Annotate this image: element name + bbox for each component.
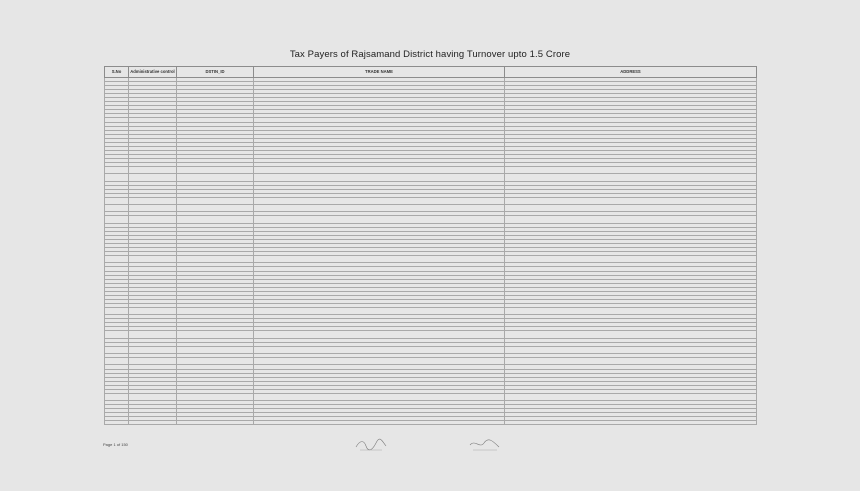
cell-address (505, 205, 757, 212)
cell-administrative-control (129, 346, 177, 353)
signature-stamp-left (352, 437, 390, 453)
cell-dstin-id (177, 256, 254, 263)
cell-administrative-control (129, 358, 177, 365)
cell-sno (105, 331, 129, 338)
cell-trade-name (254, 421, 505, 425)
cell-address (505, 197, 757, 204)
signature-stamp-right (466, 437, 504, 453)
cell-trade-name (254, 197, 505, 204)
cell-dstin-id (177, 421, 254, 425)
header-sno: S.No (105, 67, 129, 78)
cell-address (505, 216, 757, 223)
header-address: ADDRESS (505, 67, 757, 78)
cell-trade-name (254, 216, 505, 223)
cell-administrative-control (129, 421, 177, 425)
table-row (105, 346, 757, 353)
cell-dstin-id (177, 331, 254, 338)
cell-sno (105, 205, 129, 212)
cell-address (505, 331, 757, 338)
table-row (105, 393, 757, 400)
taxpayer-table (104, 66, 757, 425)
cell-address (505, 358, 757, 365)
cell-administrative-control (129, 205, 177, 212)
cell-sno (105, 393, 129, 400)
table-row (105, 421, 757, 425)
table-body (105, 78, 757, 425)
header-dstin-id: DSTIN_ID (177, 67, 254, 78)
cell-dstin-id (177, 346, 254, 353)
cell-dstin-id (177, 174, 254, 181)
cell-trade-name (254, 205, 505, 212)
table-row (105, 205, 757, 212)
cell-trade-name (254, 393, 505, 400)
cell-dstin-id (177, 307, 254, 314)
cell-sno (105, 167, 129, 174)
cell-trade-name (254, 307, 505, 314)
table-row (105, 358, 757, 365)
cell-sno (105, 216, 129, 223)
cell-sno (105, 346, 129, 353)
cell-administrative-control (129, 197, 177, 204)
cell-trade-name (254, 358, 505, 365)
cell-dstin-id (177, 393, 254, 400)
table-row (105, 256, 757, 263)
cell-dstin-id (177, 358, 254, 365)
cell-address (505, 346, 757, 353)
table-row (105, 216, 757, 223)
cell-trade-name (254, 256, 505, 263)
cell-trade-name (254, 174, 505, 181)
table-row (105, 167, 757, 174)
document-title: Tax Payers of Rajsamand District having Turnover upto 1.5 Crore (289, 49, 571, 60)
header-administrative-control: Administrative control (129, 67, 177, 78)
cell-administrative-control (129, 216, 177, 223)
cell-trade-name (254, 167, 505, 174)
cell-trade-name (254, 346, 505, 353)
header-trade-name: TRADE NAME (254, 67, 505, 78)
cell-address (505, 167, 757, 174)
table-row (105, 197, 757, 204)
cell-address (505, 307, 757, 314)
table-row (105, 174, 757, 181)
cell-administrative-control (129, 331, 177, 338)
cell-administrative-control (129, 167, 177, 174)
cell-sno (105, 358, 129, 365)
cell-trade-name (254, 331, 505, 338)
cell-sno (105, 174, 129, 181)
cell-administrative-control (129, 393, 177, 400)
cell-sno (105, 197, 129, 204)
cell-sno (105, 307, 129, 314)
cell-administrative-control (129, 256, 177, 263)
cell-sno (105, 256, 129, 263)
cell-dstin-id (177, 197, 254, 204)
cell-address (505, 421, 757, 425)
cell-sno (105, 421, 129, 425)
cell-dstin-id (177, 205, 254, 212)
cell-address (505, 174, 757, 181)
cell-address (505, 393, 757, 400)
cell-administrative-control (129, 307, 177, 314)
table-header-row (105, 67, 757, 78)
table-row (105, 307, 757, 314)
page-number: Page 1 of 150 (103, 442, 128, 447)
table-row (105, 331, 757, 338)
cell-address (505, 256, 757, 263)
cell-dstin-id (177, 216, 254, 223)
cell-administrative-control (129, 174, 177, 181)
cell-dstin-id (177, 167, 254, 174)
